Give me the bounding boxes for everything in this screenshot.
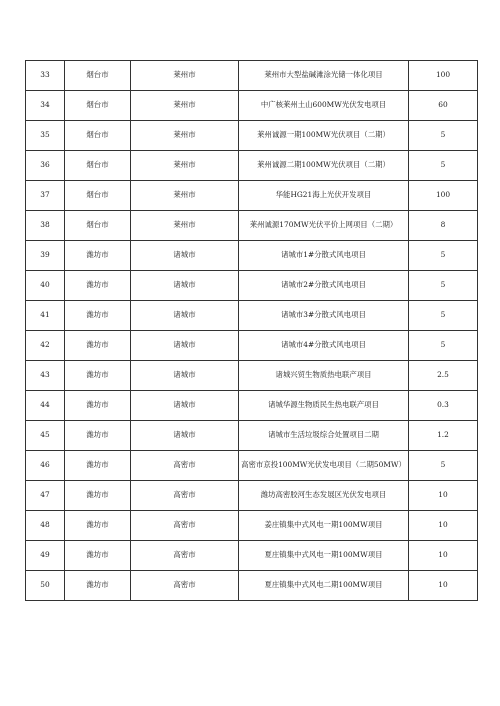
city-cell: 潍坊市 (65, 241, 131, 271)
county-cell: 莱州市 (131, 151, 239, 181)
project-table (25, 60, 478, 601)
row-number: 46 (26, 451, 65, 481)
county-cell: 高密市 (131, 511, 239, 541)
table-row (26, 421, 478, 451)
county-cell: 高密市 (131, 571, 239, 601)
project-name-cell: 诸城市3#分散式风电项目 (239, 301, 409, 331)
row-number: 34 (26, 91, 65, 121)
county-cell: 高密市 (131, 481, 239, 511)
county-cell: 高密市 (131, 451, 239, 481)
table-row (26, 241, 478, 271)
county-cell: 莱州市 (131, 181, 239, 211)
capacity-cell: 5 (409, 241, 478, 271)
city-cell: 烟台市 (65, 151, 131, 181)
city-cell: 潍坊市 (65, 391, 131, 421)
project-name-cell: 莱州诚源170MW光伏平价上网项目（二期） (239, 211, 409, 241)
project-name-cell: 诸城市生活垃圾综合处置项目二期 (239, 421, 409, 451)
capacity-cell: 100 (409, 61, 478, 91)
city-cell: 潍坊市 (65, 421, 131, 451)
project-name-cell: 潍坊高密胶河生态发展区光伏发电项目 (239, 481, 409, 511)
city-cell: 潍坊市 (65, 451, 131, 481)
county-cell: 莱州市 (131, 121, 239, 151)
row-number: 45 (26, 421, 65, 451)
capacity-cell: 5 (409, 301, 478, 331)
table-row (26, 151, 478, 181)
county-cell: 莱州市 (131, 211, 239, 241)
project-table-body (26, 61, 478, 601)
city-cell: 烟台市 (65, 121, 131, 151)
project-name-cell: 莱州诚源一期100MW光伏项目（二期） (239, 121, 409, 151)
county-cell: 诸城市 (131, 301, 239, 331)
row-number: 47 (26, 481, 65, 511)
project-name-cell: 诸城市1#分散式风电项目 (239, 241, 409, 271)
row-number: 38 (26, 211, 65, 241)
project-name-cell: 夏庄镇集中式风电一期100MW项目 (239, 541, 409, 571)
capacity-cell: 10 (409, 541, 478, 571)
city-cell: 潍坊市 (65, 571, 131, 601)
capacity-cell: 1.2 (409, 421, 478, 451)
city-cell: 潍坊市 (65, 511, 131, 541)
project-name-cell: 姜庄镇集中式风电一期100MW项目 (239, 511, 409, 541)
project-name-cell: 诸城市2#分散式风电项目 (239, 271, 409, 301)
city-cell: 潍坊市 (65, 331, 131, 361)
county-cell: 诸城市 (131, 331, 239, 361)
project-name-cell: 高密市京投100MW光伏发电项目（二期50MW） (239, 451, 409, 481)
capacity-cell: 5 (409, 121, 478, 151)
row-number: 50 (26, 571, 65, 601)
table-row (26, 361, 478, 391)
county-cell: 诸城市 (131, 391, 239, 421)
capacity-cell: 5 (409, 271, 478, 301)
row-number: 42 (26, 331, 65, 361)
capacity-cell: 100 (409, 181, 478, 211)
project-name-cell: 诸城华源生物质民生热电联产项目 (239, 391, 409, 421)
row-number: 36 (26, 151, 65, 181)
county-cell: 诸城市 (131, 271, 239, 301)
table-row (26, 301, 478, 331)
city-cell: 烟台市 (65, 91, 131, 121)
project-name-cell: 华能HG21海上光伏开发项目 (239, 181, 409, 211)
city-cell: 潍坊市 (65, 541, 131, 571)
table-row (26, 61, 478, 91)
project-name-cell: 莱州诚源二期100MW光伏项目（二期） (239, 151, 409, 181)
table-row (26, 511, 478, 541)
capacity-cell: 10 (409, 481, 478, 511)
row-number: 35 (26, 121, 65, 151)
table-row (26, 271, 478, 301)
county-cell: 诸城市 (131, 421, 239, 451)
capacity-cell: 10 (409, 571, 478, 601)
row-number: 37 (26, 181, 65, 211)
city-cell: 潍坊市 (65, 481, 131, 511)
capacity-cell: 0.3 (409, 391, 478, 421)
table-row (26, 481, 478, 511)
row-number: 48 (26, 511, 65, 541)
project-name-cell: 诸城市4#分散式风电项目 (239, 331, 409, 361)
city-cell: 潍坊市 (65, 271, 131, 301)
capacity-cell: 5 (409, 151, 478, 181)
capacity-cell: 5 (409, 451, 478, 481)
project-name-cell: 夏庄镇集中式风电二期100MW项目 (239, 571, 409, 601)
city-cell: 烟台市 (65, 211, 131, 241)
project-name-cell: 诸城兴贸生物质热电联产项目 (239, 361, 409, 391)
county-cell: 莱州市 (131, 91, 239, 121)
table-row (26, 541, 478, 571)
table-row (26, 451, 478, 481)
table-row (26, 391, 478, 421)
capacity-cell: 5 (409, 331, 478, 361)
row-number: 33 (26, 61, 65, 91)
county-cell: 诸城市 (131, 361, 239, 391)
county-cell: 诸城市 (131, 241, 239, 271)
table-row (26, 121, 478, 151)
table-row (26, 211, 478, 241)
city-cell: 烟台市 (65, 61, 131, 91)
city-cell: 潍坊市 (65, 301, 131, 331)
table-row (26, 181, 478, 211)
county-cell: 高密市 (131, 541, 239, 571)
capacity-cell: 2.5 (409, 361, 478, 391)
row-number: 49 (26, 541, 65, 571)
row-number: 39 (26, 241, 65, 271)
city-cell: 潍坊市 (65, 361, 131, 391)
city-cell: 烟台市 (65, 181, 131, 211)
row-number: 41 (26, 301, 65, 331)
row-number: 44 (26, 391, 65, 421)
capacity-cell: 10 (409, 511, 478, 541)
row-number: 43 (26, 361, 65, 391)
table-row (26, 571, 478, 601)
project-name-cell: 莱州市大型盐碱滩涂光储一体化项目 (239, 61, 409, 91)
row-number: 40 (26, 271, 65, 301)
capacity-cell: 60 (409, 91, 478, 121)
table-row (26, 91, 478, 121)
table-row (26, 331, 478, 361)
capacity-cell: 8 (409, 211, 478, 241)
project-name-cell: 中广核莱州土山600MW光伏发电项目 (239, 91, 409, 121)
county-cell: 莱州市 (131, 61, 239, 91)
